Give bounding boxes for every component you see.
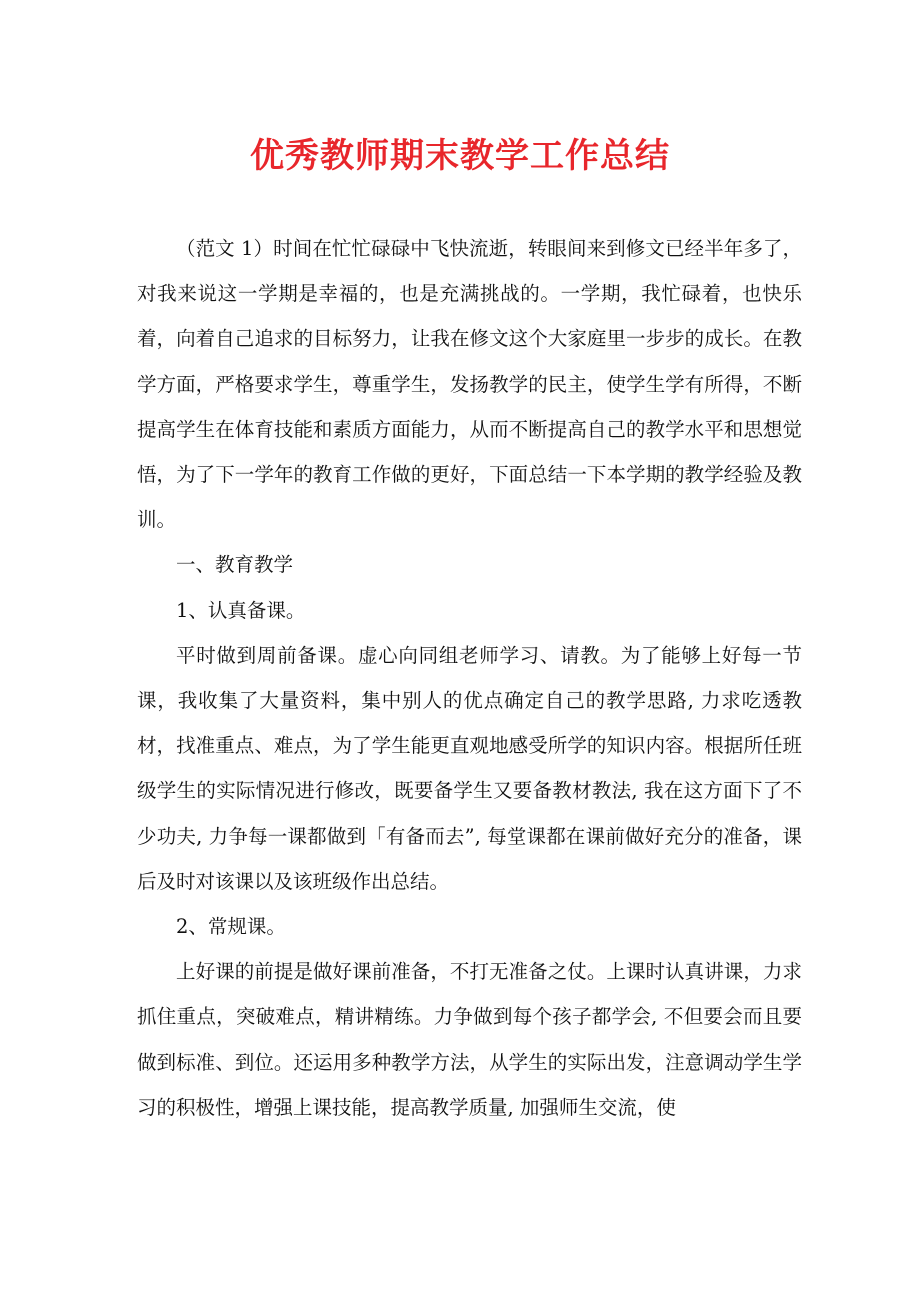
paragraph-lesson-prep: 平时做到周前备课。虚心向同组老师学习、请教。为了能够上好每一节课，我收集了大量资料，集中别人的优点确定自己的教学思路, 力求吃透教材，找准重点、难点，为了学生能更直观地感受所学的知识内容。根据所任班级学生的实际情况进行修改，既要备学生又要备教材教法, 我在这方面下了不少功夫, 力争每一课都做到「有备而去”, 每堂课都在课前做好充分的准备，课后及时对该课以及该班级作出总结。 [137,643,802,893]
subheading-lesson-prep: 1、认真备课。 [176,598,306,622]
subheading-regular-class: 2、常规课。 [176,915,286,939]
document-title: 优秀教师期末教学工作总结 [250,136,670,176]
paragraph-intro: （范文 1）时间在忙忙碌碌中飞快流逝，转眼间来到修文已经半年多了，对我来说这一学期是幸福的，也是充满挑战的。一学期，我忙碌着，也快乐着，向着自己追求的目标努力，让我在修文这个大家庭里一步步的成长。在教学方面，严格要求学生，尊重学生，发扬教学的民主，使学生学有所得，不断提高学生在体育技能和素质方面能力，从而不断提高自己的教学水平和思想觉悟，为了下一学年的教育工作做的更好，下面总结一下本学期的教学经验及教训。 [137,237,802,532]
section-heading-education: 一、教育教学 [176,553,294,577]
document-body [137,226,802,1130]
paragraph-regular-class: 上好课的前提是做好课前准备，不打无准备之仗。上课时认真讲课，力求抓住重点，突破难点，精讲精练。力争做到每个孩子都学会, 不但要会而且要做到标准、到位。还运用多种教学方法，从学生的实际出发，注意调动学生学习的积极性，增强上课技能，提高教学质量, 加强师生交流，使 [137,960,802,1119]
